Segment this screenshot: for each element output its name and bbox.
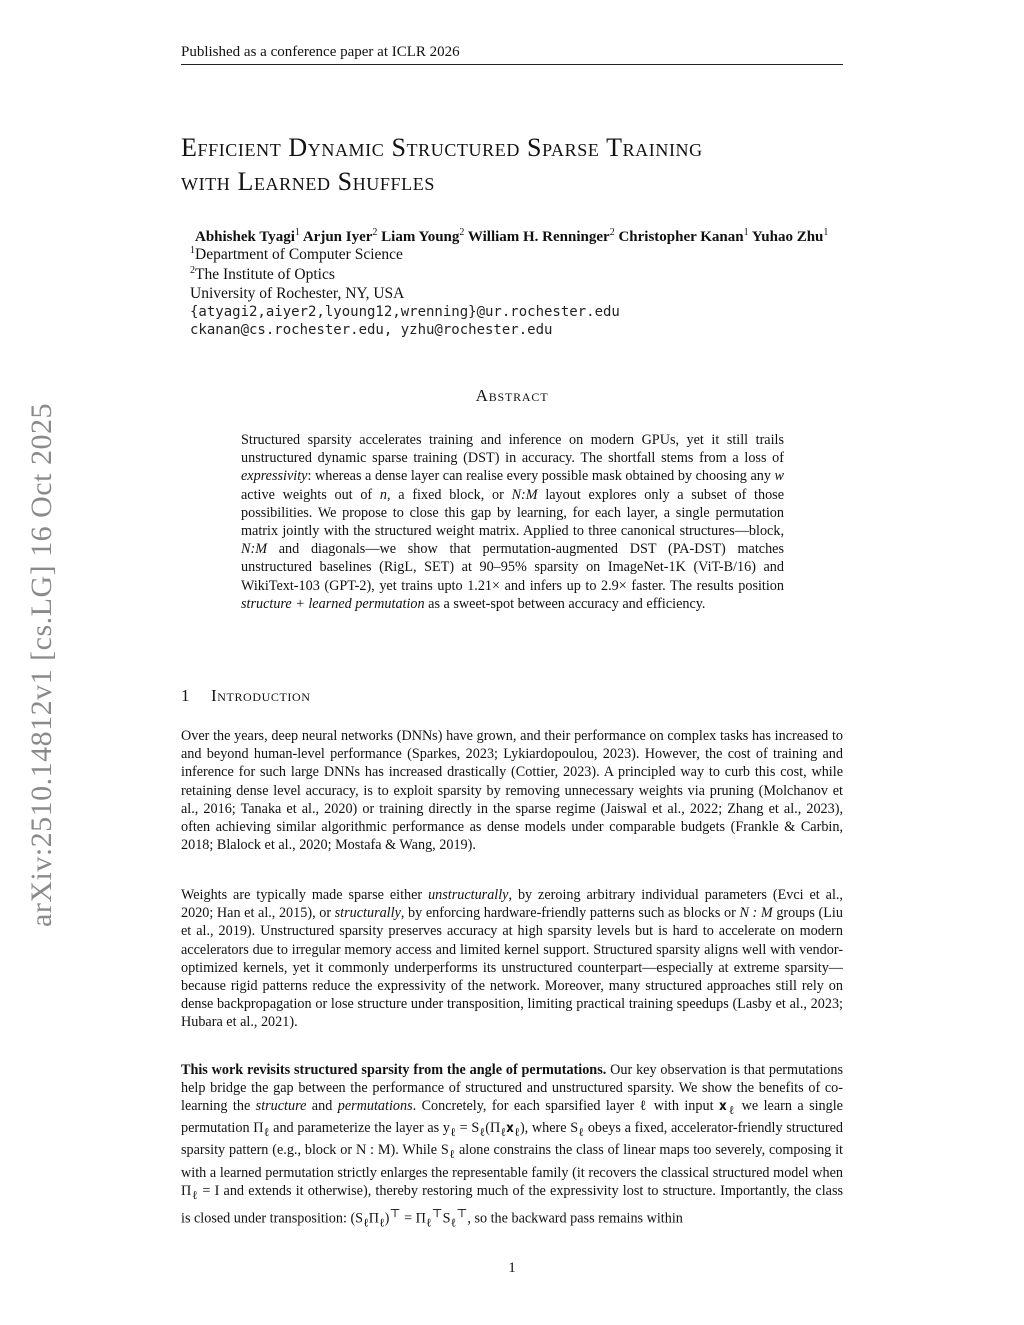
author-name: Yuhao Zhu <box>751 229 824 245</box>
math-symbol: n <box>379 486 387 503</box>
author-name: Arjun Iyer <box>302 229 373 245</box>
author-list <box>195 227 955 246</box>
paragraph-lead-bold: This work revisits structured sparsity from the angle of permutations. <box>181 1062 607 1078</box>
section-number: 1 <box>181 686 191 705</box>
page-number: 1 <box>508 1260 516 1276</box>
title-line-2: with Learned Shuffles <box>181 167 435 196</box>
abstract-heading: Abstract <box>475 386 549 405</box>
paper-title <box>181 131 861 199</box>
section-heading-introduction <box>181 686 311 706</box>
email-line-2: ckanan@cs.rochester.edu, yzhu@rochester.edu <box>190 322 553 338</box>
intro-paragraph-1: Over the years, deep neural networks (DNNs) have grown, and their performance on complex tasks has increased to and beyond human-level performance (Sparkes, 2023; Lykiardopoulou, 2023). However, the cost of training and inference for such large DNNs has increased drastically (Cottier, 2023). A principled way to curb this cost, while retaining dense level accuracy, is to exploit sparsity by removing unnecessary weights via pruning (Molchanov et al., 2016; Tanaka et al., 2020) or training directly in the sparse regime (Jaiswal et al., 2022; Zhang et al., 2023), often achieving similar algorithmic performance as dense models under comparable budgets (Frankle & Carbin, 2018; Blalock et al., 2020; Mostafa & Wang, 2019). <box>181 728 843 854</box>
author-name: Abhishek Tyagi <box>195 229 295 245</box>
math-symbol: N:M <box>511 486 538 503</box>
author-affiliation-mark: 2 <box>609 227 615 238</box>
math-symbol: w <box>774 468 784 485</box>
title-line-1: Efficient Dynamic Structured Sparse Training <box>181 133 703 162</box>
email-line-1: {atyagi2,aiyer2,lyoung12,wrenning}@ur.rochester.edu <box>190 304 620 320</box>
affiliation-1 <box>190 245 403 264</box>
abstract-emphasis: structure + learned permutation <box>241 595 425 612</box>
section-title: Introduction <box>211 686 311 705</box>
author-affiliation-mark: 2 <box>372 227 378 238</box>
author-affiliation-mark: 1 <box>823 227 829 238</box>
math-symbol: N:M <box>241 541 268 558</box>
author-name: William H. Renninger <box>467 229 610 245</box>
abstract-body: Structured sparsity accelerates training and inference on modern GPUs, yet it still trails unstructured dynamic sparse training (DST) in accuracy. The shortfall stems from a loss of expressivity: whereas a dense layer can realise every possible mask obtained by choosing any w active weights out of n, a fixed block, or N:M layout explores only a subset of those possibilities. We propose to close this gap by learning, for each layer, a single permutation matrix jointly with the structured weight matrix. Applied to three canonical structures—block, N:M and diagonals—we show that permutation-augmented DST (PA-DST) matches unstructured baselines (RigL, SET) at 90–95% sparsity on ImageNet-1K (ViT-B/16) and WikiText-103 (GPT-2), yet trains upto 1.21× and infers up to 2.9× faster. The results position structure + learned permutation as a sweet-spot between accuracy and efficiency. <box>241 432 785 612</box>
affiliation-1-mark: 1 <box>190 245 195 256</box>
abstract-emphasis: expressivity <box>241 468 308 485</box>
intro-paragraph-3: This work revisits structured sparsity from the angle of permutations. Our key observation is that permutations help bridge the gap between the performance of structured and unstructured sparsity. We show the benefits of co-learning the structure and permutations. Concretely, for each sparsified layer ℓ with input 𝐱$_\ell$ we learn a single permutation $\Pi_\ell$ and parameterize the layer as $y_\ell$ = $S_\ell(\Pi_\ell 𝐱_\ell)$, where $S_\ell$ obeys a fixed, accelerator-friendly structured sparsity pattern (e.g., block or N : M). While $S_\ell$ alone constrains the class of linear maps too severely, composing it with a learned permutation strictly enlarges the representable family (it recovers the classical structured model when $\Pi_\ell = I$ and extends it otherwise), thereby restoring much of the expressivity lost to structure. Importantly, the class is closed under transposition: $(S_\ell\Pi_\ell)^⊤ = \Pi_\ell^⊤S_\ell^⊤$, so the backward pass remains within <box>181 1062 843 1230</box>
arxiv-identifier-stamp: arXiv:2510.14812v1 [cs.LG] 16 Oct 2025 <box>25 403 58 927</box>
author-affiliation-mark: 1 <box>743 227 749 238</box>
author-name: Liam Young <box>381 229 460 245</box>
affiliation-2-mark: 2 <box>190 265 195 276</box>
university-line: University of Rochester, NY, USA <box>190 285 405 302</box>
affiliation-2-text: The Institute of Optics <box>195 266 335 284</box>
author-name: Christopher Kanan <box>618 229 744 245</box>
author-affiliation-mark: 1 <box>294 227 300 238</box>
running-header: Published as a conference paper at ICLR 2026 <box>181 44 843 65</box>
affiliation-2 <box>190 265 335 284</box>
intro-paragraph-2: Weights are typically made sparse either unstructurally, by zeroing arbitrary individual parameters (Evci et al., 2020; Han et al., 2015), or structurally, by enforcing hardware-friendly patterns such as blocks or N : M groups (Liu et al., 2019). Unstructured sparsity preserves accuracy at high sparsity levels but is hard to accelerate on modern accelerators due to irregular memory access and limited kernel support. Structured sparsity aligns well with vendor-optimized kernels, yet it commonly underperforms its unstructured counterpart—especially at extreme sparsity—because rigid patterns reduce the expressivity of the network. Moreover, many structured approaches still rely on dense backpropagation or lose structure under transposition, limiting practical training speedups (Lasby et al., 2023; Hubara et al., 2021). <box>181 887 843 1031</box>
affiliation-1-text: Department of Computer Science <box>195 246 403 264</box>
author-affiliation-mark: 2 <box>459 227 465 238</box>
